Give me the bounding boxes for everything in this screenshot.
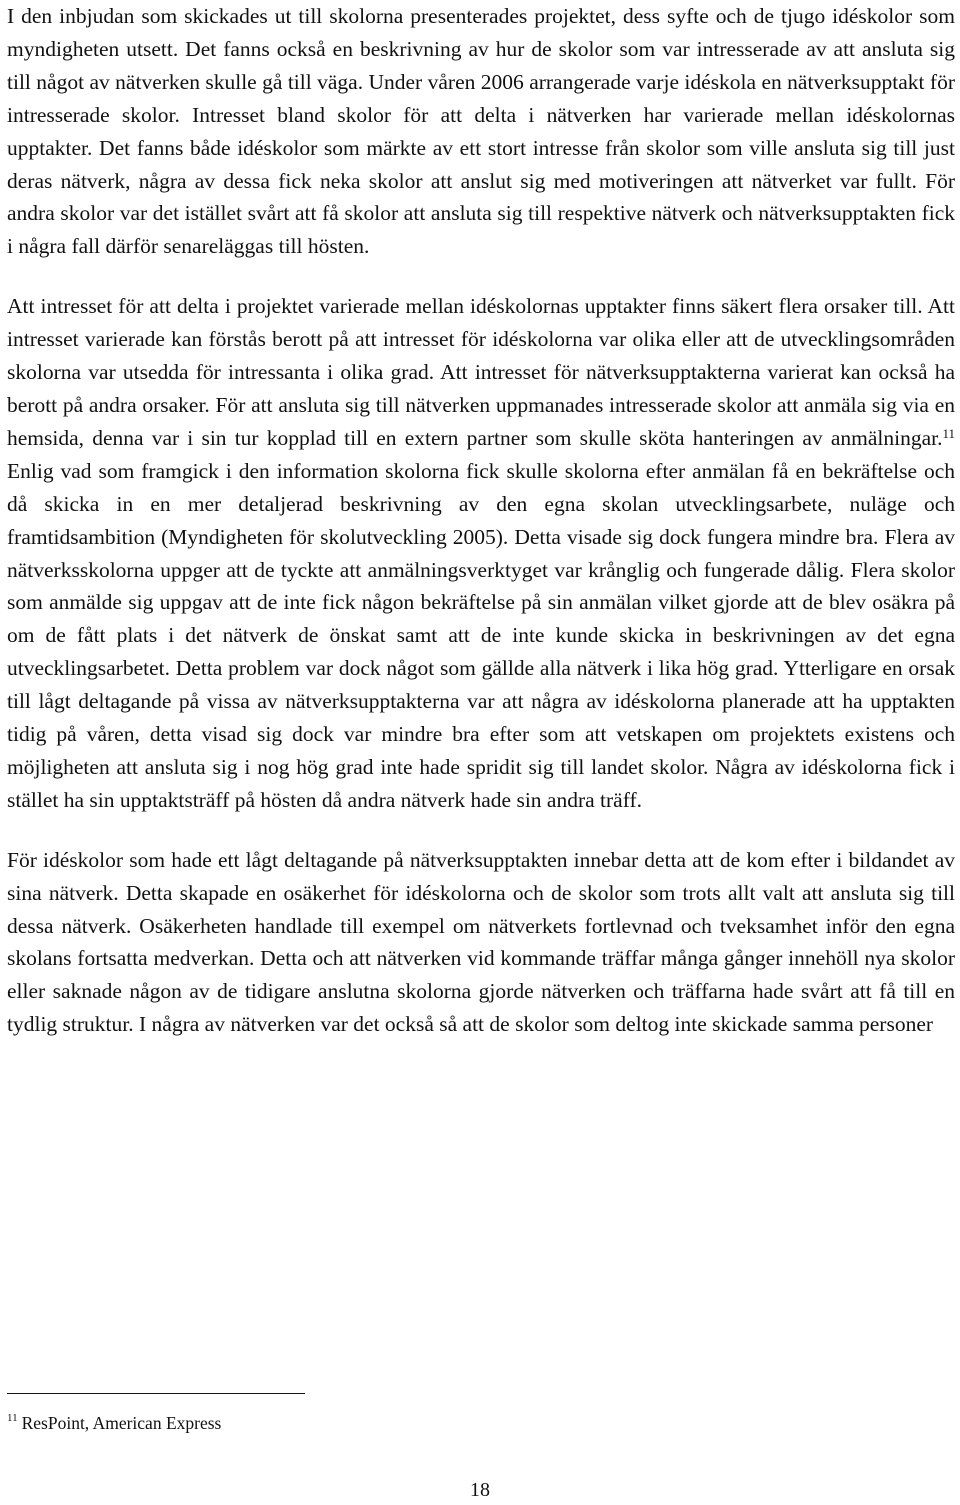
- body-text: [7, 0, 955, 1068]
- footnote: [7, 1408, 221, 1434]
- paragraph-2: [7, 290, 955, 817]
- paragraph-2-text-before-footnote: Att intresset för att delta i projektet varierade mellan idéskolornas upptakter finns säkert flera orsaker till. Att intresset varierade kan förstås berott på att intresset för idéskolorna var olika eller att de utvecklingsområden skolorna var utsedda för intressanta i olika grad. Att intresset för nätverksupptakterna varierat kan också ha berott på andra orsaker. För att ansluta sig till nätverken uppmanades intresserade skolor att anmäla sig via en hemsida, denna var i sin tur kopplad till en extern partner som skulle sköta hanteringen av anmälningar.: [7, 294, 955, 450]
- footnote-separator: [7, 1393, 305, 1394]
- paragraph-1: I den inbjudan som skickades ut till skolorna presenterades projektet, dess syfte och de tjugo idéskolor som myndigheten utsett. Det fanns också en beskrivning av hur de skolor som var intresserade av att ansluta sig till något av nätverken skulle gå till väga. Under våren 2006 arrangerade varje idéskola en nätverksupptakt för intresserade skolor. Intresset bland skolor för att delta i nätverken har varierade mellan idéskolornas upptakter. Det fanns både idéskolor som märkte av ett stort intresse från skolor som ville ansluta sig till just deras nätverk, några av dessa fick neka skolor att anslut sig med motiveringen att nätverket var fullt. För andra skolor var det istället svårt att få skolor att ansluta sig till respektive nätverk och nätverksupptakten fick i några fall därför senareläggas till hösten.: [7, 4, 955, 259]
- footnote-reference: 11: [942, 425, 955, 441]
- footnote-text: ResPoint, American Express: [21, 1412, 222, 1433]
- paragraph-3: För idéskolor som hade ett lågt deltagande på nätverksupptakten innebar detta att de kom efter i bildandet av sina nätverk. Detta skapade en osäkerhet för idéskolorna och de skolor som trots allt valt att ansluta sig till dessa nätverk. Osäkerheten handlade till exempel om nätverkets fortlevnad och tveksamhet inför den egna skolans fortsatta medverkan. Detta och att nätverken vid kommande träffar många gånger innehöll nya skolor eller saknade någon av de tidigare anslutna skolorna gjorde nätverken och träffarna hade svårt att få till en tydlig struktur. I några av nätverken var det också så att de skolor som deltog inte skickade samma personer: [7, 847, 955, 1037]
- paragraph-2-text-after-footnote: Enlig vad som framgick i den information skolorna fick skulle skolorna efter anmälan få en bekräftelse och då skicka in en mer detaljerad beskrivning av den egna skolan utvecklingsarbete, nuläge och framtidsambition (Myndigheten för skolutveckling 2005). Detta visade sig dock fungera mindre bra. Flera av nätverksskolorna uppger att de tyckte att anmälningsverktyget var krånglig och fungerade dålig. Flera skolor som anmälde sig uppgav att de inte fick någon bekräftelse på sin anmälan vilket gjorde att de blev osäkra på om de fått plats i det nätverk de önskat samt att de inte kunde skicka in beskrivningen av det egna utvecklingsarbetet. Detta problem var dock något som gällde alla nätverk i lika hög grad. Ytterligare en orsak till lågt deltagande på vissa av nätverksupptakterna var att några av idéskolorna planerade att ha upptakten tidig på våren, detta visad sig dock var mindre bra efter som att vetskapen om projektets existens och möjligheten att ansluta sig i nog hög grad inte hade spridit sig till landet skolor. Några av idéskolorna fick i stället ha sin upptaktsträff på hösten då andra nätverk hade sin andra träff.: [7, 458, 955, 812]
- page-number: 18: [470, 1479, 490, 1501]
- footnote-marker: 11: [7, 1412, 18, 1424]
